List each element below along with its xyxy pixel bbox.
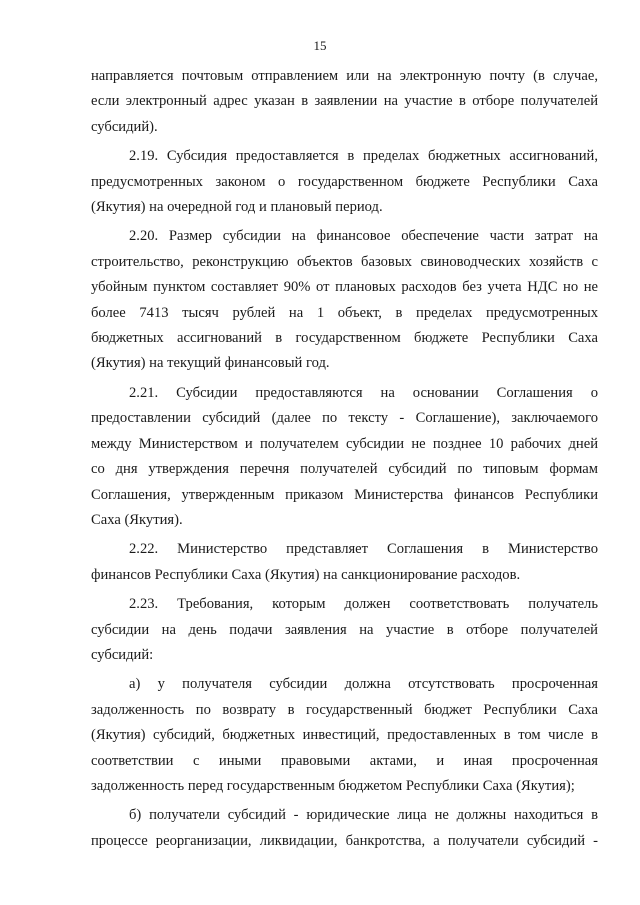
text-line: субсидий:	[91, 646, 154, 663]
text-line: 2.21. Субсидии предоставляются на основании Соглашения о	[129, 384, 598, 401]
text-line: соответствии с иными правовыми актами, и иная просроченная	[91, 752, 598, 769]
text-line: б) получатели субсидий - юридические лица не должны находиться в	[129, 807, 598, 824]
text-line: (Якутия) субсидий, бюджетных инвестиций, предоставленных в том числе в	[91, 727, 598, 744]
document-body	[91, 64, 598, 854]
text-line: (Якутия) на текущий финансовый год.	[91, 355, 330, 372]
text-line: 2.22. Министерство представляет Соглашения в Министерство	[129, 541, 598, 558]
paragraph-2-21	[91, 381, 598, 533]
text-line: 2.20. Размер субсидии на финансовое обеспечение части затрат на	[129, 228, 598, 245]
page-number: 15	[313, 38, 327, 53]
text-line: Саха (Якутия).	[91, 511, 183, 528]
text-line: направляется почтовым отправлением или на электронную почту (в случае,	[91, 68, 598, 84]
text-line: финансов Республики Саха (Якутия) на санкционирование расходов.	[91, 566, 521, 583]
text-line: со дня утверждения перечня получателей субсидий по типовым формам	[91, 461, 598, 478]
text-line: более 7413 тысяч рублей на 1 объект, в пределах предусмотренных	[91, 304, 598, 321]
text-line: задолженность по возврату в государственный бюджет Республики Саха	[91, 701, 598, 718]
paragraph-2-22	[91, 537, 598, 588]
paragraph-item-b	[91, 803, 598, 854]
paragraph-continuation	[91, 64, 598, 140]
paragraph-2-20	[91, 224, 598, 376]
text-line: 2.19. Субсидия предоставляется в пределах бюджетных ассигнований,	[129, 148, 598, 165]
text-line: предоставлении субсидий (далее по тексту - Соглашение), заключаемого	[91, 410, 598, 427]
text-line: а) у получателя субсидии должна отсутствовать просроченная	[129, 676, 598, 693]
text-line: субсидий).	[91, 118, 158, 135]
text-line: между Министерством и получателем субсидии не позднее 10 рабочих дней	[91, 435, 598, 452]
text-line: (Якутия) на очередной год и плановый период.	[91, 199, 383, 216]
text-line: задолженность перед государственным бюджетом Республики Саха (Якутия);	[91, 777, 575, 794]
text-line: Соглашения, утвержденным приказом Министерства финансов Республики	[91, 486, 598, 503]
text-line: субсидии на день подачи заявления на участие в отборе получателей	[91, 621, 598, 638]
text-line: 2.23. Требования, которым должен соответствовать получатель	[129, 596, 598, 613]
paragraph-item-a	[91, 672, 598, 799]
paragraph-2-23	[91, 592, 598, 668]
text-line: бюджетных ассигнований в государственном бюджете Республики Саха	[91, 330, 598, 347]
text-line: процессе реорганизации, ликвидации, банкротства, а получатели субсидий -	[91, 832, 598, 849]
text-line: если электронный адрес указан в заявлении на участие в отборе получателей	[91, 93, 598, 110]
paragraph-2-19	[91, 144, 598, 220]
text-line: предусмотренных законом о государственном бюджете Республики Саха	[91, 173, 598, 190]
text-line: строительство, реконструкцию объектов базовых свиноводческих хозяйств с	[91, 253, 598, 270]
text-line: убойным пунктом составляет 90% от плановых расходов без учета НДС но не	[91, 279, 598, 296]
